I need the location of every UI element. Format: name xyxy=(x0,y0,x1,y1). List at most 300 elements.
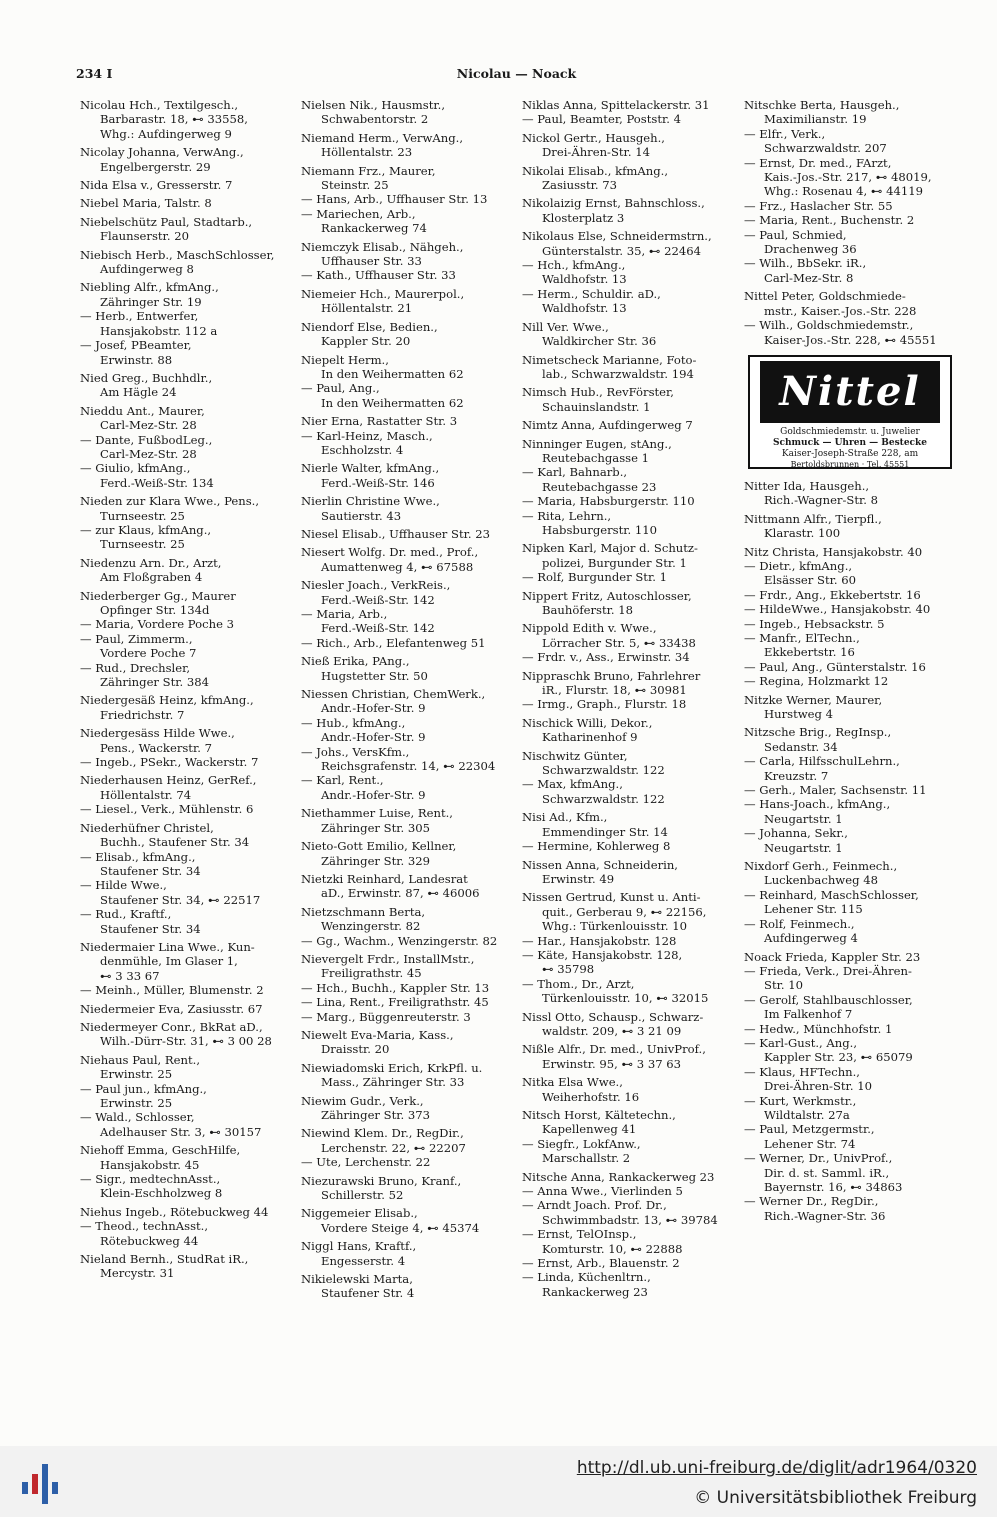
entry-detail-line: Friedrichstr. 7 xyxy=(100,707,185,722)
entry-detail-line: — Ingeb., PSekr., Wackerstr. 7 xyxy=(80,755,259,770)
entry-detail-line: — Wilh., Goldschmiedemstr., xyxy=(744,318,914,333)
entry-detail-line: — Rolf, Feinmech., xyxy=(744,916,855,931)
entry-detail-line: Reutebachgasse 1 xyxy=(542,450,650,465)
entry-detail-line: — Carla, HilfsschulLehrn., xyxy=(744,754,900,769)
entry-detail-line: — Paul, Metzgermstr., xyxy=(744,1122,875,1137)
entry-detail-line: — Frdr. v., Ass., Erwinstr. 34 xyxy=(522,650,690,665)
entry-name-line: Niggl Hans, Kraftf., xyxy=(301,1239,417,1254)
entry-detail-line: Whg.: Rosenau 4, ⊷ 44119 xyxy=(764,184,924,199)
entry-detail-line: Schwabentorstr. 2 xyxy=(321,112,429,127)
entry-detail-line: — Paul jun., kfmAng., xyxy=(80,1081,207,1096)
entry-detail-line: — Paul, Schmied, xyxy=(744,227,847,242)
directory-entry xyxy=(80,726,295,769)
entry-detail-line: — Wald., Schlosser, xyxy=(80,1110,195,1125)
entry-detail-line: — Giulio, kfmAng., xyxy=(80,461,191,476)
entry-detail-line: Zähringer Str. 19 xyxy=(100,294,202,309)
directory-entry xyxy=(301,494,517,523)
entry-name-line: Niewim Gudr., Verk., xyxy=(301,1093,424,1108)
entry-detail-line: — Gerh., Maler, Sachsenstr. 11 xyxy=(744,783,927,798)
entry-detail-line: — Hans, Arb., Uffhauser Str. 13 xyxy=(301,192,488,207)
entry-detail-line: Draisstr. 20 xyxy=(321,1042,390,1057)
entry-detail-line: waldstr. 209, ⊷ 3 21 09 xyxy=(542,1023,682,1038)
entry-detail-line: Türkenlouisstr. 10, ⊷ 32015 xyxy=(542,991,709,1006)
entry-detail-line: Carl-Mez-Str. 28 xyxy=(100,418,197,433)
entry-detail-line: Lehener Str. 115 xyxy=(764,902,863,917)
directory-column-4 xyxy=(744,98,956,1227)
directory-entry xyxy=(522,1042,738,1071)
entry-detail-line: ⊷ 3 33 67 xyxy=(100,968,160,983)
entry-name-line: Niggemeier Elisab., xyxy=(301,1206,418,1221)
entry-detail-line: — Ute, Lerchenstr. 22 xyxy=(301,1155,431,1170)
entry-detail-line: Schwarzwaldstr. 122 xyxy=(542,791,665,806)
entry-name-line: Niehoff Emma, GeschHilfe, xyxy=(80,1143,241,1158)
entry-detail-line: Hugstetter Str. 50 xyxy=(321,668,428,683)
entry-detail-line: — Dietr., kfmAng., xyxy=(744,558,853,573)
entry-detail-line: Neugartstr. 1 xyxy=(764,811,843,826)
directory-entry xyxy=(744,693,956,722)
entry-detail-line: — Hub., kfmAng., xyxy=(301,715,406,730)
entry-detail-line: Wilh.-Dürr-Str. 31, ⊷ 3 00 28 xyxy=(100,1034,272,1049)
entry-name-line: Nicolau Hch., Textilgesch., xyxy=(80,98,239,112)
directory-entry xyxy=(80,404,295,490)
directory-entry xyxy=(301,461,517,490)
entry-detail-line: Klein-Eschholzweg 8 xyxy=(100,1186,223,1201)
directory-entry xyxy=(80,1020,295,1049)
directory-entry xyxy=(522,131,738,160)
directory-entry xyxy=(80,940,295,998)
directory-entry xyxy=(301,287,517,316)
entry-detail-line: ⊷ 35798 xyxy=(542,962,595,977)
entry-detail-line: Andr.-Hofer-Str. 9 xyxy=(321,730,426,745)
entry-detail-line: — Paul, Zimmerm., xyxy=(80,631,193,646)
entry-detail-line: Emmendinger Str. 14 xyxy=(542,824,668,839)
entry-detail-line: — Lina, Rent., Freiligrathstr. 45 xyxy=(301,995,489,1010)
entry-detail-line: — Rita, Lehrn., xyxy=(522,508,612,523)
directory-entry xyxy=(522,385,738,414)
library-footer xyxy=(0,1446,997,1517)
entry-detail-line: Erwinstr. 49 xyxy=(542,871,615,886)
entry-name-line: Nieden zur Klara Wwe., Pens., xyxy=(80,494,260,509)
entry-detail-line: — HildeWwe., Hansjakobstr. 40 xyxy=(744,602,931,617)
directory-entry xyxy=(522,890,738,1005)
entry-name-line: Nida Elsa v., Gresserstr. 7 xyxy=(80,178,233,193)
entry-detail-line: Opfinger Str. 134d xyxy=(100,603,210,617)
directory-entry xyxy=(80,693,295,722)
entry-detail-line: Mercystr. 31 xyxy=(100,1266,175,1281)
entry-name-line: Nikolai Elisab., kfmAng., xyxy=(522,163,669,178)
entry-detail-line: — Theod., technAsst., xyxy=(80,1219,209,1234)
directory-entry xyxy=(301,131,517,160)
directory-entry xyxy=(744,479,956,508)
entry-detail-line: Sedanstr. 34 xyxy=(764,739,838,754)
entry-detail-line: — Käte, Hansjakobstr. 128, xyxy=(522,947,683,962)
ad-logo: Nittel xyxy=(760,361,940,423)
entry-name-line: Niewelt Eva-Maria, Kass., xyxy=(301,1027,454,1042)
entry-detail-line: Rankackerweg 74 xyxy=(321,221,427,236)
ad-line: Bertoldsbrunnen · Tel. 45551 xyxy=(790,459,910,469)
entry-name-line: Niemann Frz., Maurer, xyxy=(301,163,436,178)
entry-detail-line: Reichsgrafenstr. 14, ⊷ 22304 xyxy=(321,759,496,774)
entry-name-line: Nierlin Christine Wwe., xyxy=(301,494,440,509)
entry-detail-line: Andr.-Hofer-Str. 9 xyxy=(321,701,426,716)
entry-name-line: Niederhausen Heinz, GerRef., xyxy=(80,773,257,788)
entry-detail-line: Aumattenweg 4, ⊷ 67588 xyxy=(321,559,474,574)
directory-column-2 xyxy=(301,98,517,1305)
entry-name-line: Niederberger Gg., Maurer xyxy=(80,588,236,603)
entry-detail-line: Ferd.-Weiß-Str. 142 xyxy=(321,592,435,607)
entry-name-line: Niehaus Paul, Rent., xyxy=(80,1052,201,1067)
entry-name-line: Nill Ver. Wwe., xyxy=(522,319,609,334)
entry-detail-line: — Paul, Ang., Günterstalstr. 16 xyxy=(744,659,926,674)
entry-name-line: Nievergelt Frdr., InstallMstr., xyxy=(301,951,475,966)
entry-detail-line: Höllentalstr. 74 xyxy=(100,787,192,802)
directory-entry xyxy=(744,98,956,285)
entry-name-line: Niebling Alfr., kfmAng., xyxy=(80,280,219,295)
entry-detail-line: Vordere Steige 4, ⊷ 45374 xyxy=(321,1220,480,1235)
directory-entry xyxy=(80,98,295,141)
entry-detail-line: Freiligrathstr. 45 xyxy=(321,966,422,981)
copyright-text: © Universitätsbibliothek Freiburg xyxy=(694,1488,977,1508)
entry-name-line: Ninninger Eugen, stAng., xyxy=(522,436,672,451)
entry-detail-line: denmühle, Im Glaser 1, xyxy=(100,954,238,969)
ad-line: Goldschmiedemstr. u. Juwelier xyxy=(780,426,920,437)
entry-detail-line: — Maria, Habsburgerstr. 110 xyxy=(522,494,695,509)
directory-entry xyxy=(744,950,956,1224)
entry-detail-line: — Werner, Dr., UnivProf., xyxy=(744,1151,893,1166)
entry-detail-line: — Rud., Kraftf., xyxy=(80,907,172,922)
entry-detail-line: Waldhofstr. 13 xyxy=(542,272,627,287)
entry-detail-line: — Meinh., Müller, Blumenstr. 2 xyxy=(80,983,264,998)
entry-detail-line: — Rich., Arb., Elefantenweg 51 xyxy=(301,635,486,650)
entry-name-line: Nieto-Gott Emilio, Kellner, xyxy=(301,839,457,854)
entry-name-line: Nied Greg., Buchhdlr., xyxy=(80,370,213,385)
entry-detail-line: Drei-Ähren-Str. 14 xyxy=(542,145,650,160)
entry-name-line: Nielsen Nik., Hausmstr., xyxy=(301,98,445,112)
entry-name-line: Nitsch Horst, Kältetechn., xyxy=(522,1108,676,1122)
directory-entry xyxy=(522,669,738,712)
directory-entry xyxy=(80,1252,295,1281)
entry-name-line: Nittel Peter, Goldschmiede- xyxy=(744,289,906,304)
entry-detail-line: — Reinhard, MaschSchlosser, xyxy=(744,887,919,902)
entry-detail-line: — Thom., Dr., Arzt, xyxy=(522,976,635,991)
directory-entry xyxy=(522,1108,738,1166)
directory-entry xyxy=(301,872,517,901)
entry-detail-line: Kreuzstr. 7 xyxy=(764,768,829,783)
entry-detail-line: — Karl, Rent., xyxy=(301,773,384,788)
directory-entry xyxy=(301,414,517,457)
entry-detail-line: Vordere Poche 7 xyxy=(100,646,197,661)
entry-detail-line: — Gerolf, Stahlbauschlosser, xyxy=(744,992,913,1007)
directory-entry xyxy=(301,1272,517,1301)
entry-detail-line: Klosterplatz 3 xyxy=(542,210,625,225)
entry-detail-line: Am Hägle 24 xyxy=(100,385,177,400)
entry-detail-line: Komturstr. 10, ⊷ 22888 xyxy=(542,1241,683,1256)
directory-entry xyxy=(522,1170,738,1300)
entry-name-line: Nippraschk Bruno, Fahrlehrer xyxy=(522,668,701,683)
directory-entry xyxy=(522,749,738,807)
entry-detail-line: Ferd.-Weiß-Str. 146 xyxy=(321,475,435,490)
directory-entry xyxy=(80,556,295,585)
source-url-link[interactable]: http://dl.ub.uni-freiburg.de/diglit/adr1964/0320 xyxy=(576,1458,977,1478)
entry-detail-line: — Herb., Entwerfer, xyxy=(80,309,199,324)
directory-entry xyxy=(80,1143,295,1201)
entry-detail-line: Ferd.-Weiß-Str. 134 xyxy=(100,475,214,490)
directory-entry xyxy=(301,98,517,127)
entry-name-line: Nieland Bernh., StudRat iR., xyxy=(80,1252,249,1267)
entry-name-line: Nipken Karl, Major d. Schutz- xyxy=(522,541,698,556)
entry-detail-line: Elsässer Str. 60 xyxy=(764,573,857,588)
entry-detail-line: — Manfr., ElTechn., xyxy=(744,630,860,645)
entry-detail-line: Zähringer Str. 373 xyxy=(321,1108,431,1122)
entry-name-line: Nimsch Hub., RevFörster, xyxy=(522,385,674,400)
entry-name-line: Nikolaus Else, Schneidermstrn., xyxy=(522,229,712,244)
entry-name-line: Niedermeier Eva, Zasiusstr. 67 xyxy=(80,1001,263,1016)
entry-detail-line: Schwarzwaldstr. 207 xyxy=(764,141,887,156)
entry-name-line: Niederhüfner Christel, xyxy=(80,820,214,835)
directory-entry xyxy=(522,589,738,618)
entry-detail-line: Schauinslandstr. 1 xyxy=(542,399,651,414)
entry-name-line: Niedenzu Arn. Dr., Arzt, xyxy=(80,555,222,570)
entry-detail-line: — Marg., Büggenreuterstr. 3 xyxy=(301,1009,471,1024)
entry-detail-line: Schillerstr. 52 xyxy=(321,1188,404,1203)
entry-detail-line: Katharinenhof 9 xyxy=(542,730,638,745)
entry-name-line: Nitzsche Brig., RegInsp., xyxy=(744,725,892,740)
entry-detail-line: Lörracher Str. 5, ⊷ 33438 xyxy=(542,635,696,650)
directory-entry xyxy=(80,1205,295,1248)
entry-detail-line: Whg.: Türkenlouisstr. 10 xyxy=(542,919,687,934)
entry-name-line: Niedergesäß Heinz, kfmAng., xyxy=(80,693,254,708)
directory-entry xyxy=(80,821,295,936)
directory-entry xyxy=(522,541,738,584)
entry-detail-line: Adelhauser Str. 3, ⊷ 30157 xyxy=(100,1124,262,1139)
entry-detail-line: Weiherhofstr. 16 xyxy=(542,1089,640,1104)
entry-detail-line: Barbarastr. 18, ⊷ 33558, xyxy=(100,112,248,127)
entry-name-line: Niewind Klem. Dr., RegDir., xyxy=(301,1126,464,1141)
advertisement-nittel xyxy=(748,355,952,469)
directory-entry xyxy=(744,289,956,347)
entry-name-line: Nieddu Ant., Maurer, xyxy=(80,403,205,418)
entry-detail-line: Erwinstr. 25 xyxy=(100,1067,173,1082)
directory-entry xyxy=(522,1010,738,1039)
entry-detail-line: Erwinstr. 25 xyxy=(100,1096,173,1110)
directory-entry xyxy=(522,98,738,127)
entry-detail-line: — Mariechen, Arb., xyxy=(301,206,416,221)
entry-detail-line: — Klaus, HFTechn., xyxy=(744,1064,860,1079)
directory-column-3 xyxy=(522,98,738,1303)
entry-detail-line: — Irmg., Graph., Flurstr. 18 xyxy=(522,697,687,712)
entry-detail-line: Aufdingerweg 4 xyxy=(764,931,858,946)
entry-name-line: Niebelschütz Paul, Stadtarb., xyxy=(80,214,253,229)
directory-entry xyxy=(80,215,295,244)
entry-name-line: Nietzki Reinhard, Landesrat xyxy=(301,871,468,886)
entry-detail-line: Klarastr. 100 xyxy=(764,526,841,541)
entry-detail-line: — Arndt Joach. Prof. Dr., xyxy=(522,1198,667,1213)
directory-entry xyxy=(522,164,738,193)
entry-detail-line: — Ernst, Arb., Blauenstr. 2 xyxy=(522,1256,680,1271)
entry-name-line: Niedermeyer Conr., BkRat aD., xyxy=(80,1019,263,1034)
entry-detail-line: lab., Schwarzwaldstr. 194 xyxy=(542,366,694,381)
entry-name-line: Nicolay Johanna, VerwAng., xyxy=(80,145,244,160)
directory-column-1 xyxy=(80,98,295,1285)
entry-name-line: Niklas Anna, Spittelackerstr. 31 xyxy=(522,98,710,112)
entry-detail-line: Kais.-Jos.-Str. 217, ⊷ 48019, xyxy=(764,170,932,185)
entry-detail-line: Turnseestr. 25 xyxy=(100,537,185,552)
entry-detail-line: — Ernst, TelOInsp., xyxy=(522,1227,637,1242)
directory-entry xyxy=(301,1239,517,1268)
entry-detail-line: Staufener Str. 4 xyxy=(321,1286,415,1301)
entry-name-line: Niemeier Hch., Maurerpol., xyxy=(301,286,465,301)
entry-name-line: Niedermaier Lina Wwe., Kun- xyxy=(80,939,255,954)
directory-entry xyxy=(80,773,295,816)
entry-detail-line: Erwinstr. 95, ⊷ 3 37 63 xyxy=(542,1056,682,1071)
entry-detail-line: Schwimmbadstr. 13, ⊷ 39784 xyxy=(542,1212,718,1227)
directory-entry xyxy=(80,589,295,690)
entry-detail-line: Flaunserstr. 20 xyxy=(100,229,189,244)
entry-detail-line: Lehener Str. 74 xyxy=(764,1136,856,1151)
entry-name-line: Nischwitz Günter, xyxy=(522,748,628,763)
entry-detail-line: — Max, kfmAng., xyxy=(522,777,623,792)
directory-entry xyxy=(80,371,295,400)
ad-line: Schmuck — Uhren — Bestecke xyxy=(773,437,927,448)
directory-entry xyxy=(301,545,517,574)
entry-detail-line: — Hch., Buchh., Kappler Str. 13 xyxy=(301,980,490,995)
entry-name-line: Niesel Elisab., Uffhauser Str. 23 xyxy=(301,526,491,541)
entry-detail-line: Zähringer Str. 384 xyxy=(100,675,210,690)
entry-detail-line: Pens., Wackerstr. 7 xyxy=(100,740,212,755)
entry-detail-line: — Josef, PBeamter, xyxy=(80,338,192,353)
entry-detail-line: Rich.-Wagner-Str. 8 xyxy=(764,493,879,508)
directory-entry xyxy=(301,240,517,283)
entry-name-line: Nier Erna, Rastatter Str. 3 xyxy=(301,414,458,429)
entry-name-line: Nitschke Berta, Hausgeh., xyxy=(744,98,900,112)
directory-entry xyxy=(522,810,738,853)
entry-detail-line: Bayernstr. 16, ⊷ 34863 xyxy=(764,1180,903,1194)
entry-detail-line: — Gg., Wachm., Wenzingerstr. 82 xyxy=(301,933,498,948)
directory-entry xyxy=(301,1174,517,1203)
entry-detail-line: — Elfr., Verk., xyxy=(744,126,826,141)
directory-entry xyxy=(522,418,738,432)
entry-name-line: Niessen Christian, ChemWerk., xyxy=(301,687,486,702)
entry-name-line: Niewiadomski Erich, KrkPfl. u. xyxy=(301,1060,483,1075)
directory-entry xyxy=(80,1002,295,1016)
entry-detail-line: Engesserstr. 4 xyxy=(321,1253,406,1268)
directory-entry xyxy=(522,320,738,349)
entry-name-line: Nischick Willi, Dekor., xyxy=(522,715,653,730)
entry-name-line: Nierle Walter, kfmAng., xyxy=(301,461,440,476)
directory-entry xyxy=(301,164,517,236)
directory-entry xyxy=(80,494,295,552)
entry-detail-line: — Siegfr., LokfAnw., xyxy=(522,1136,641,1151)
entry-name-line: Niendorf Else, Bedien., xyxy=(301,319,438,334)
entry-detail-line: Drei-Ähren-Str. 10 xyxy=(764,1079,872,1094)
entry-detail-line: — Sigr., medtechnAsst., xyxy=(80,1172,221,1187)
entry-detail-line: Günterstalstr. 35, ⊷ 22464 xyxy=(542,243,702,258)
entry-detail-line: — Paul, Ang., xyxy=(301,381,380,396)
entry-detail-line: — Ernst, Dr. med., FArzt, xyxy=(744,155,892,170)
entry-detail-line: Reutebachgasse 23 xyxy=(542,479,657,494)
entry-name-line: Nimtz Anna, Aufdingerweg 7 xyxy=(522,418,693,433)
entry-detail-line: Neugartstr. 1 xyxy=(764,840,843,855)
entry-detail-line: — zur Klaus, kfmAng., xyxy=(80,522,212,537)
directory-entry xyxy=(744,545,956,689)
directory-entry xyxy=(522,621,738,664)
entry-detail-line: Bauhöferstr. 18 xyxy=(542,603,634,617)
entry-detail-line: Zasiusstr. 73 xyxy=(542,178,618,193)
directory-entry xyxy=(522,353,738,382)
entry-detail-line: Hansjakobstr. 112 a xyxy=(100,323,218,338)
directory-entry xyxy=(301,1028,517,1057)
entry-detail-line: Schwarzwaldstr. 122 xyxy=(542,763,665,778)
directory-entry xyxy=(522,1075,738,1104)
entry-detail-line: Kapellenweg 41 xyxy=(542,1122,637,1137)
entry-name-line: Nissl Otto, Schausp., Schwarz- xyxy=(522,1009,704,1024)
entry-detail-line: — Anna Wwe., Vierlinden 5 xyxy=(522,1184,683,1199)
entry-detail-line: quit., Gerberau 9, ⊷ 22156, xyxy=(542,904,707,919)
entry-name-line: Niebel Maria, Talstr. 8 xyxy=(80,196,212,211)
entry-detail-line: — Karl-Heinz, Masch., xyxy=(301,428,433,443)
entry-detail-line: — Maria, Arb., xyxy=(301,607,388,621)
entry-detail-line: — Herm., Schuldir. aD., xyxy=(522,286,661,301)
entry-name-line: Niepelt Herm., xyxy=(301,352,389,367)
entry-detail-line: Höllentalstr. 23 xyxy=(321,145,413,160)
directory-entry xyxy=(522,437,738,538)
directory-entry xyxy=(522,716,738,745)
entry-detail-line: Rankackerweg 23 xyxy=(542,1284,648,1299)
directory-entry xyxy=(301,320,517,349)
entry-name-line: Nickol Gertr., Hausgeh., xyxy=(522,130,665,145)
entry-name-line: Nimetscheck Marianne, Foto- xyxy=(522,352,697,367)
entry-detail-line: Kaiser-Jos.-Str. 228, ⊷ 45551 xyxy=(764,332,937,347)
directory-entry xyxy=(80,280,295,366)
directory-entry xyxy=(301,353,517,411)
entry-detail-line: Aufdingerweg 8 xyxy=(100,262,194,277)
entry-detail-line: Eschholzstr. 4 xyxy=(321,442,404,457)
entry-detail-line: — Linda, Küchenltrn., xyxy=(522,1270,651,1285)
ub-freiburg-logo-icon xyxy=(18,1460,62,1504)
entry-detail-line: — Johanna, Sekr., xyxy=(744,826,848,841)
entry-detail-line: — Liesel., Verk., Mühlenstr. 6 xyxy=(80,802,254,817)
entry-name-line: Noack Frieda, Kappler Str. 23 xyxy=(744,949,921,964)
entry-detail-line: — Elisab., kfmAng., xyxy=(80,849,196,864)
entry-detail-line: Steinstr. 25 xyxy=(321,178,389,193)
entry-name-line: Nixdorf Gerh., Feinmech., xyxy=(744,859,898,874)
entry-detail-line: Waldkircher Str. 36 xyxy=(542,334,657,349)
entry-detail-line: Wildtalstr. 27a xyxy=(764,1107,850,1122)
entry-detail-line: Engelbergerstr. 29 xyxy=(100,159,211,174)
entry-detail-line: Carl-Mez-Str. 28 xyxy=(100,446,197,461)
entry-name-line: Nisi Ad., Kfm., xyxy=(522,810,608,825)
entry-detail-line: mstr., Kaiser.-Jos.-Str. 228 xyxy=(764,303,917,318)
entry-detail-line: — Karl, Bahnarb., xyxy=(522,465,628,480)
entry-detail-line: — Dante, FußbodLeg., xyxy=(80,432,213,447)
entry-name-line: Nittmann Alfr., Tierpfl., xyxy=(744,511,882,526)
entry-detail-line: Carl-Mez-Str. 8 xyxy=(764,270,854,285)
entry-name-line: Niemczyk Elisab., Nähgeh., xyxy=(301,239,464,254)
entry-name-line: Niezurawski Bruno, Kranf., xyxy=(301,1173,462,1188)
entry-detail-line: Staufener Str. 34 xyxy=(100,921,201,936)
entry-detail-line: — Karl-Gust., Ang., xyxy=(744,1035,858,1050)
directory-entry xyxy=(301,654,517,683)
entry-detail-line: Kappler Str. 20 xyxy=(321,334,411,349)
entry-detail-line: Habsburgerstr. 110 xyxy=(542,522,658,537)
entry-detail-line: Hansjakobstr. 45 xyxy=(100,1157,200,1172)
entry-detail-line: Hurstweg 4 xyxy=(764,707,833,721)
entry-name-line: Niesler Joach., VerkReis., xyxy=(301,578,451,593)
directory-entry xyxy=(301,527,517,541)
entry-detail-line: — Werner Dr., RegDir., xyxy=(744,1194,879,1209)
entry-name-line: Niedergesäss Hilde Wwe., xyxy=(80,726,235,741)
directory-entry xyxy=(301,806,517,835)
